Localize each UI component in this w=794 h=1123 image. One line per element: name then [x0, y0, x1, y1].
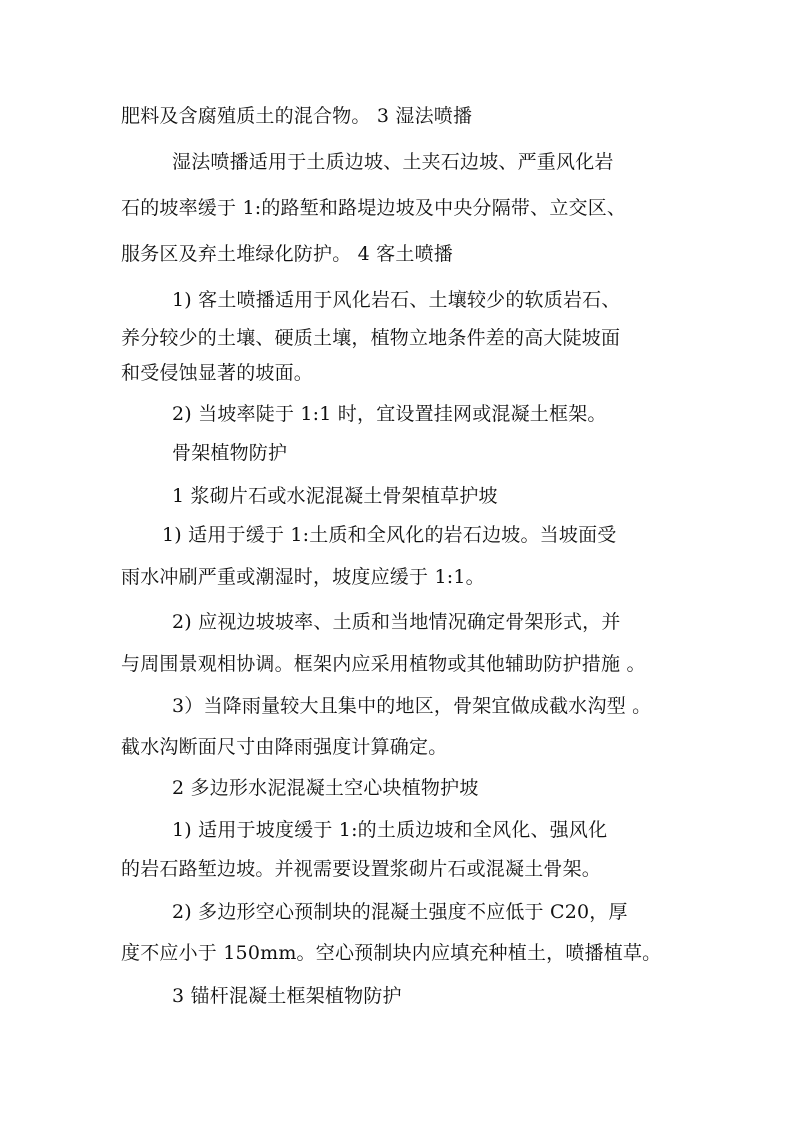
subsection-heading: 3 锚杆混凝土框架植物防护 [172, 985, 402, 1007]
text-line: 的岩石路堑边坡。并视需要设置浆砌片石或混凝土骨架。 [121, 858, 602, 880]
text-line: 服务区及弃土堆绿化防护。 4 客土喷播 [121, 243, 453, 265]
text-line: 1) 客土喷播适用于风化岩石、土壤较少的软质岩石、 [172, 289, 621, 311]
text-line: 2) 多边形空心预制块的混凝土强度不应低于 C20，厚 [172, 901, 628, 923]
text-line: 度不应小于 150mm。空心预制块内应填充种植土，喷播植草。 [121, 942, 662, 964]
section-heading: 骨架植物防护 [172, 442, 288, 464]
text-line: 湿法喷播适用于土质边坡、土夹石边坡、严重风化岩 [172, 151, 614, 173]
text-line: 3）当降雨量较大且集中的地区，骨架宜做成截水沟型 。 [172, 695, 652, 717]
text-line: 肥料及含腐殖质土的混合物。 3 湿法喷播 [121, 105, 473, 127]
text-line: 雨水冲刷严重或潮湿时，坡度应缓于 1:1。 [121, 566, 485, 588]
text-line: 1) 适用于坡度缓于 1:的土质边坡和全风化、强风化 [172, 819, 608, 841]
subsection-heading: 1 浆砌片石或水泥混凝土骨架植草护坡 [172, 485, 498, 507]
text-line: 石的坡率缓于 1:的路堑和路堤边坡及中央分隔带、立交区、 [121, 197, 627, 219]
text-line: 1) 适用于缓于 1:土质和全风化的岩石边坡。当坡面受 [162, 524, 617, 546]
text-line: 与周围景观相协调。框架内应采用植物或其他辅助防护措施 。 [121, 653, 646, 675]
subsection-heading: 2 多边形水泥混凝土空心块植物护坡 [172, 777, 479, 799]
text-line: 养分较少的土壤、硬质土壤，植物立地条件差的高大陡坡面 [121, 327, 621, 349]
text-line: 2) 应视边坡坡率、土质和当地情况确定骨架形式，并 [172, 611, 621, 633]
text-line: 和受侵蚀显著的坡面。 [121, 362, 314, 384]
text-line: 2) 当坡率陡于 1:1 时，宜设置挂网或混凝土框架。 [172, 403, 607, 425]
text-line: 截水沟断面尺寸由降雨强度计算确定。 [121, 736, 448, 758]
